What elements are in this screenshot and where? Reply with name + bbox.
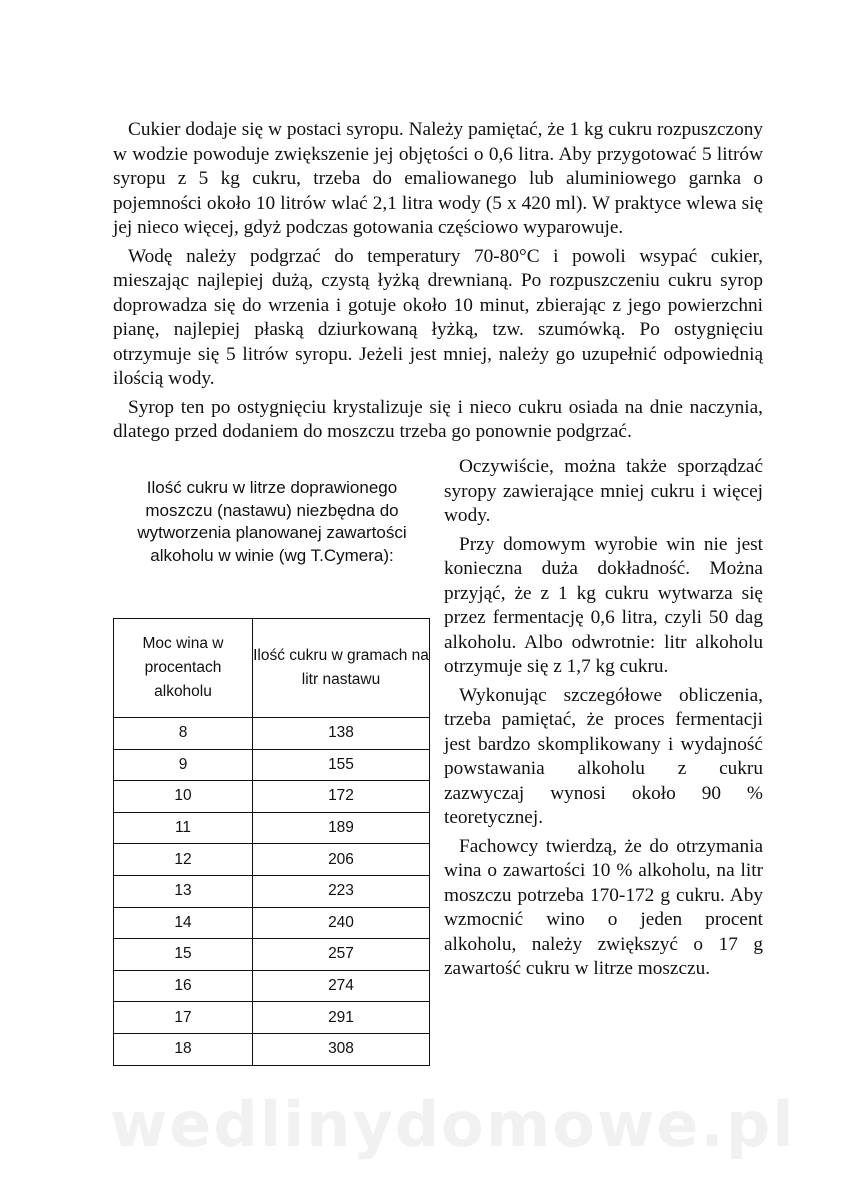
cell-wine-strength: 13: [114, 875, 253, 907]
cell-wine-strength: 16: [114, 970, 253, 1002]
cell-wine-strength: 10: [114, 781, 253, 813]
watermark: wedlinydomowe.pl: [110, 1088, 796, 1161]
cell-sugar-amount: 172: [253, 781, 430, 813]
paragraph-3: Syrop ten po ostygnięciu krystalizuje się i nieco cukru osiada na dnie naczynia, dlatego przed dodaniem do moszczu trzeba go ponownie podgrzać.: [113, 396, 763, 442]
main-text: [113, 118, 763, 445]
table-header-row: [114, 619, 430, 718]
cell-sugar-amount: 206: [253, 844, 430, 876]
header-sugar-amount: Ilość cukru w gramach na litr nastawu: [253, 619, 430, 718]
cell-sugar-amount: 291: [253, 1002, 430, 1034]
table-row: [114, 875, 430, 907]
cell-sugar-amount: 155: [253, 749, 430, 781]
table-row: [114, 1033, 430, 1065]
cell-wine-strength: 12: [114, 844, 253, 876]
table-row: [114, 718, 430, 750]
cell-wine-strength: 11: [114, 812, 253, 844]
cell-sugar-amount: 240: [253, 907, 430, 939]
cell-wine-strength: 18: [114, 1033, 253, 1065]
cell-wine-strength: 14: [114, 907, 253, 939]
cell-wine-strength: 9: [114, 749, 253, 781]
right-paragraph-3: Wykonując szczegółowe obliczenia, trzeba pamiętać, że proces fermentacji jest bardzo skomplikowany i wydajność powstawania alkoholu z cukru zazwyczaj wynosi około 90 % teoretycznej.: [444, 684, 763, 828]
right-paragraph-1: Oczywiście, można także sporządzać syropy zawierające mniej cukru i więcej wody.: [444, 456, 763, 526]
table-row: [114, 781, 430, 813]
cell-sugar-amount: 223: [253, 875, 430, 907]
cell-wine-strength: 17: [114, 1002, 253, 1034]
table-row: [114, 939, 430, 971]
table-body: [114, 718, 430, 1066]
table-row: [114, 812, 430, 844]
table-row: [114, 749, 430, 781]
table-caption: Ilość cukru w litrze doprawionego moszczu (nastawu) niezbędna do wytworzenia planowanej zawartości alkoholu w winie (wg T.Cymera):: [137, 478, 407, 565]
cell-wine-strength: 15: [114, 939, 253, 971]
cell-sugar-amount: 308: [253, 1033, 430, 1065]
table-row: [114, 907, 430, 939]
table-row: [114, 844, 430, 876]
right-paragraph-4: Fachowcy twierdzą, że do otrzymania wina o zawartości 10 % alkoholu, na litr moszczu potrzeba 170-172 g cukru. Aby wzmocnić wino o jeden procent alkoholu, należy zwiększyć o 17 g zawartość cukru w litrze moszczu.: [444, 835, 763, 979]
right-paragraph-2: Przy domowym wyrobie win nie jest konieczna duża dokładność. Można przyjąć, że z 1 kg cukru wytwarza się przez fermentację 0,6 litra, czyli 50 dag alkoholu. Albo odwrotnie: litr alkoholu otrzymuje się z 1,7 kg cukru.: [444, 533, 763, 677]
paragraph-2: Wodę należy podgrzać do temperatury 70-80°C i powoli wsypać cukier, mieszając najlepiej dużą, czystą łyżką drewnianą. Po rozpuszczeniu cukru syrop doprowadza się do wrzenia i gotuje około 10 minut, zbierając z jego powierzchni pianę, najlepiej płaską dziurkowaną łyżką, tzw. szumówką. Po ostygnięciu otrzymuje się 5 litrów syropu. Jeżeli jest mniej, należy go uzupełnić odpowiednią ilością wody.: [113, 245, 763, 389]
header-wine-strength: Moc wina w procentach alkoholu: [114, 619, 253, 718]
cell-sugar-amount: 274: [253, 970, 430, 1002]
table-row: [114, 1002, 430, 1034]
paragraph-1: Cukier dodaje się w postaci syropu. Należy pamiętać, że 1 kg cukru rozpuszczony w wodzie powoduje zwiększenie jej objętości o 0,6 litra. Aby przygotować 5 litrów syropu z 5 kg cukru, trzeba do emaliowanego lub aluminiowego garnka o pojemności około 10 litrów wlać 2,1 litra wody (5 x 420 ml). W praktyce wlewa się jej nieco więcej, gdyż podczas gotowania częściowo wyparowuje.: [113, 119, 763, 238]
two-column-section: [113, 455, 763, 1095]
cell-sugar-amount: 138: [253, 718, 430, 750]
table-column: [113, 455, 431, 1058]
table-row: [114, 970, 430, 1002]
cell-sugar-amount: 189: [253, 812, 430, 844]
text-column: [444, 455, 763, 982]
sugar-table: [113, 618, 430, 1066]
cell-wine-strength: 8: [114, 718, 253, 750]
cell-sugar-amount: 257: [253, 939, 430, 971]
